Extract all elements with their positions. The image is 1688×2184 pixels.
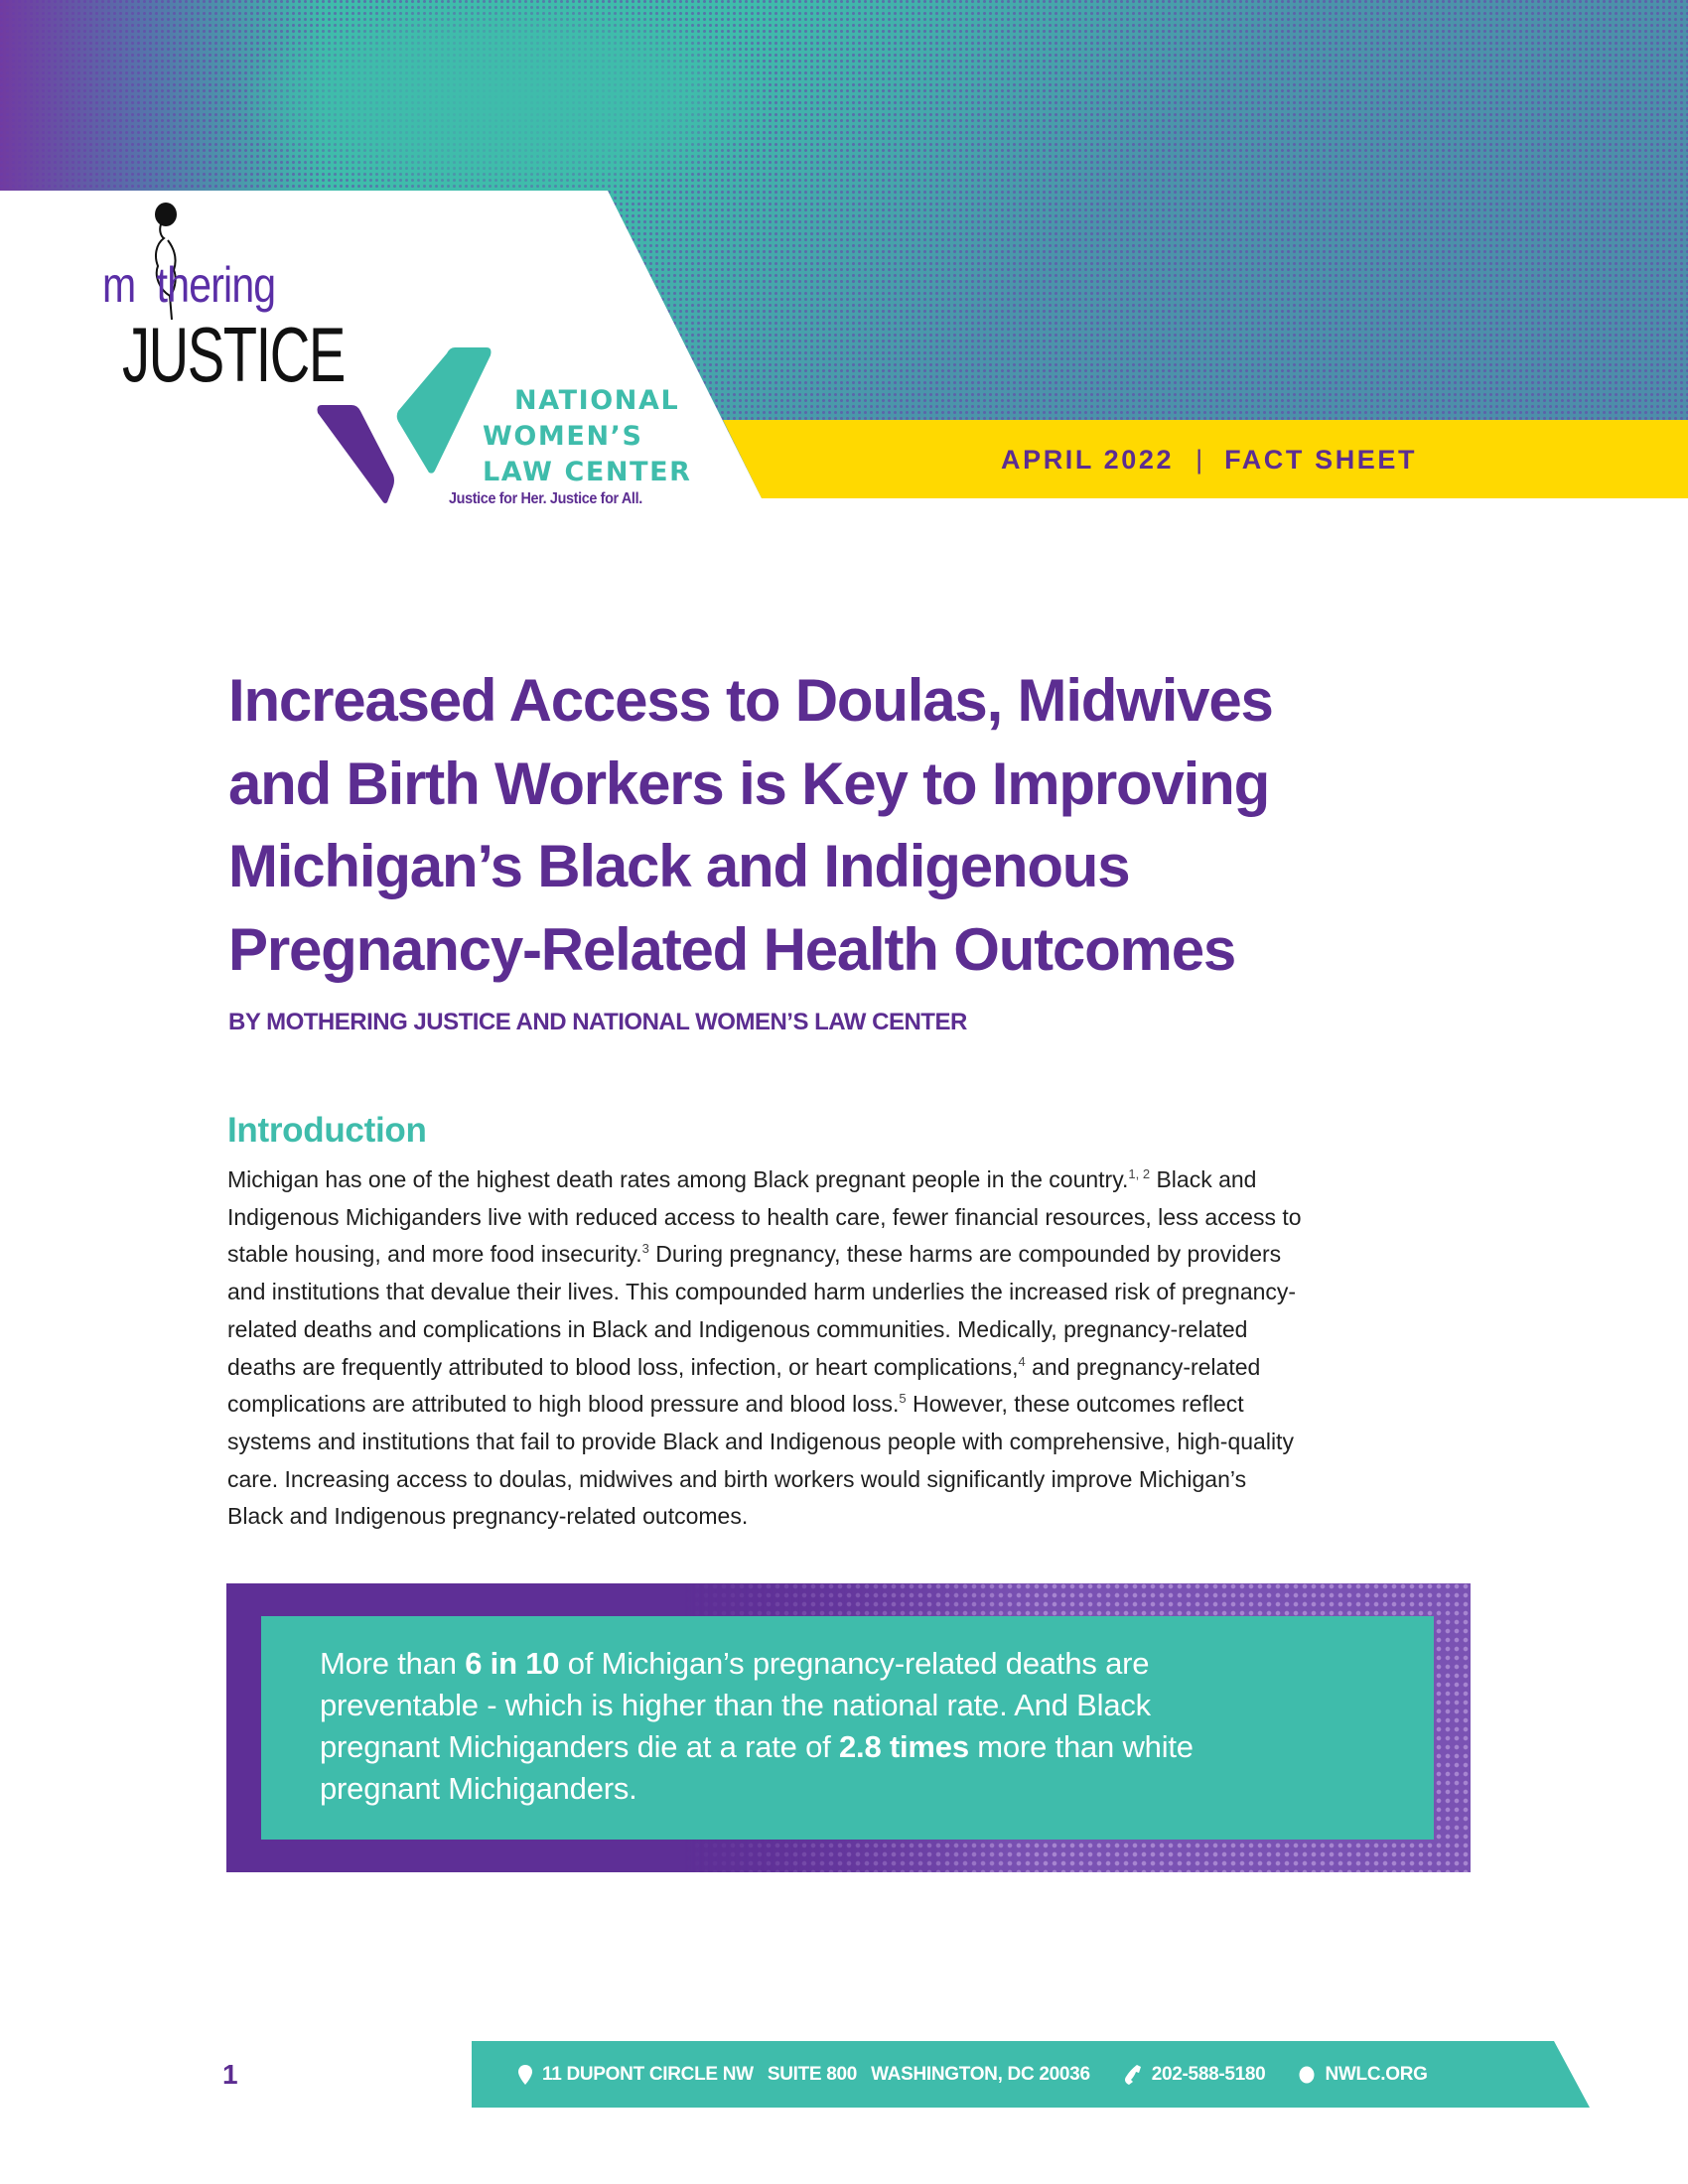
mothering-wordmark: m thering: [102, 257, 276, 313]
paragraph-line: complications are attributed to high blood pressure and blood loss.$^5$ However, these outcomes reflect: [227, 1391, 1244, 1418]
phone-icon: [1124, 2065, 1142, 2085]
paragraph-line: related deaths and complications in Black and Indigenous communities. Medically, pregnancy-related: [227, 1315, 1248, 1342]
page-title: Increased Access to Doulas, Midwives and Birth Workers is Key to Improving Michigan’s Black and Indigenous Pregnancy-Related Health Outcomes: [228, 667, 1273, 983]
document-type: FACT SHEET: [1224, 444, 1418, 475]
justice-wordmark: JUSTICE: [122, 311, 345, 398]
paragraph-line: Indigenous Michiganders live with reduced access to health care, fewer financial resources, less access to: [227, 1203, 1302, 1230]
introduction-paragraph: [227, 1161, 1478, 1536]
stat-highlight: 2.8 times: [838, 1729, 969, 1764]
paragraph-line: Michigan has one of the highest death rates among Black pregnant people in the country.$^{1, 2}$ Black and: [227, 1166, 1257, 1192]
nwlc-logo-mark-teal: [395, 347, 492, 475]
mothering-justice-logo: [94, 197, 372, 398]
footnote-ref[interactable]: 4: [1018, 1353, 1026, 1369]
nwlc-logo-mark-purple: [316, 405, 395, 504]
globe-icon: [1299, 2066, 1315, 2084]
footnote-ref[interactable]: 3: [641, 1241, 649, 1257]
header-banner-highlight: [248, 0, 765, 199]
nwlc-wordmark: NATIONAL WOMEN’S LAW CENTER: [483, 385, 692, 487]
footer-contact: [518, 2061, 1428, 2089]
dateline: [1001, 443, 1417, 477]
section-heading-introduction: Introduction: [227, 1111, 427, 1150]
paragraph-line: systems and institutions that fail to provide Black and Indigenous people with comprehensive, high-quality: [227, 1428, 1294, 1454]
map-pin-icon: [518, 2065, 532, 2085]
footer-phone[interactable]: 202-588-5180: [1124, 2064, 1266, 2086]
footnote-ref[interactable]: 1, 2: [1128, 1166, 1151, 1181]
footer-website-link[interactable]: NWLC.ORG: [1299, 2064, 1427, 2086]
publication-date: APRIL 2022: [1001, 444, 1175, 475]
paragraph-line: and institutions that devalue their lives. This compounded harm underlies the increased risk of pregnancy-: [227, 1279, 1297, 1305]
page-number: 1: [222, 2059, 238, 2090]
paragraph-line: deaths are frequently attributed to blood loss, infection, or heart complications,$^4$ and pregnancy-related: [227, 1353, 1261, 1380]
paragraph-line: Black and Indigenous pregnancy-related outcomes.: [227, 1503, 749, 1530]
footnote-ref[interactable]: 5: [899, 1391, 907, 1407]
dateline-separator: |: [1196, 444, 1203, 475]
nwlc-tagline: Justice for Her. Justice for All.: [449, 490, 642, 507]
byline: BY MOTHERING JUSTICE AND NATIONAL WOMEN’S LAW CENTER: [228, 1009, 967, 1035]
stat-highlight: 6 in 10: [465, 1646, 560, 1681]
paragraph-line: stable housing, and more food insecurity.$^3$ During pregnancy, these harms are compounded by providers: [227, 1241, 1282, 1268]
paragraph-line: care. Increasing access to doulas, midwives and birth workers would significantly improve Michigan’s: [227, 1465, 1247, 1492]
footer-address: 11 DUPONT CIRCLE NW SUITE 800 WASHINGTON, DC 20036: [518, 2064, 1090, 2086]
callout-statistic: More than 6 in 10 of Michigan’s pregnancy-related deaths are preventable - which is higher than the national rate. And Black pregnant Michiganders die at a rate of 2.8 times more than white pregnant Michiganders.: [320, 1646, 1194, 1806]
